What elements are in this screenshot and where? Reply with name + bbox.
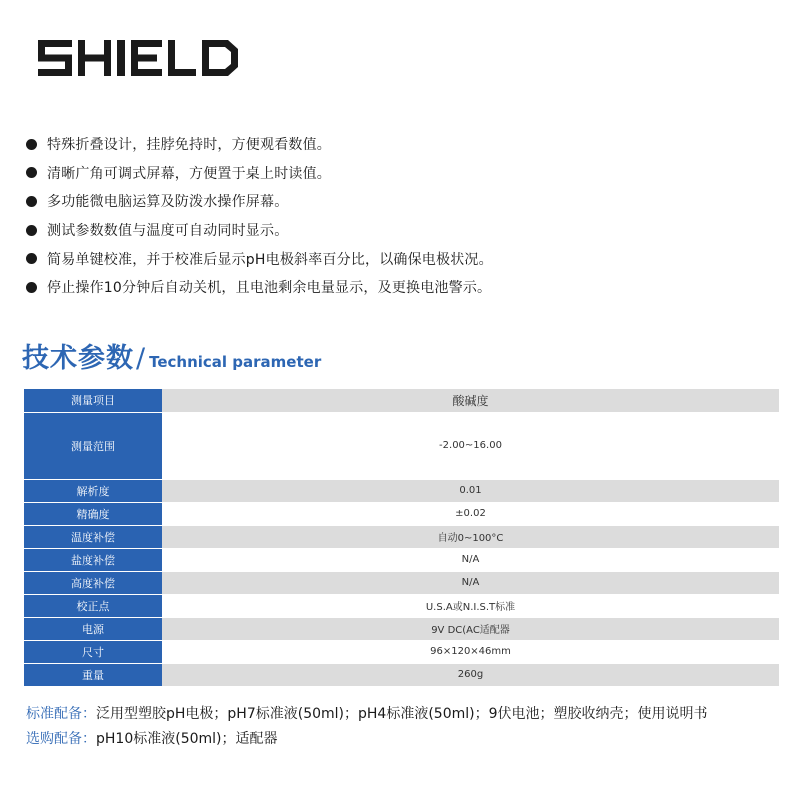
spec-table bbox=[24, 389, 779, 687]
spec-label: 校正点 bbox=[24, 594, 162, 617]
list-item bbox=[26, 244, 493, 273]
section-title-separator: / bbox=[136, 343, 146, 374]
spec-label: 重量 bbox=[24, 663, 162, 686]
table-row bbox=[24, 479, 779, 502]
section-title bbox=[22, 336, 321, 375]
spec-value: 260g bbox=[162, 663, 779, 686]
list-item bbox=[26, 273, 493, 302]
table-row bbox=[24, 502, 779, 525]
feature-text: 多功能微电脑运算及防泼水操作屏幕。 bbox=[47, 194, 289, 211]
bullet-icon bbox=[26, 139, 37, 150]
spec-value: 96×120×46mm bbox=[162, 640, 779, 663]
feature-text: 停止操作10分钟后自动关机，且电池剩余电量显示，及更换电池警示。 bbox=[47, 280, 492, 297]
optional-items: pH10标准液(50ml)；适配器 bbox=[96, 730, 278, 747]
table-row bbox=[24, 617, 779, 640]
spec-label: 高度补偿 bbox=[24, 571, 162, 594]
bullet-icon bbox=[26, 282, 37, 293]
bullet-icon bbox=[26, 253, 37, 264]
list-item bbox=[26, 187, 493, 216]
table-row bbox=[24, 663, 779, 686]
spec-label: 测量项目 bbox=[24, 389, 162, 412]
table-row bbox=[24, 548, 779, 571]
standard-label: 标准配备： bbox=[26, 706, 96, 722]
bullet-icon bbox=[26, 196, 37, 207]
feature-text: 清晰广角可调式屏幕，方便置于桌上时读值。 bbox=[47, 165, 331, 182]
feature-list bbox=[26, 130, 493, 302]
feature-text: 简易单键校准，并于校准后显示pH电极斜率百分比，以确保电极状况。 bbox=[47, 251, 493, 268]
spec-value: N/A bbox=[162, 548, 779, 571]
table-row bbox=[24, 389, 779, 412]
optional-label: 选购配备： bbox=[26, 730, 96, 747]
spec-label: 盐度补偿 bbox=[24, 548, 162, 571]
spec-label: 温度补偿 bbox=[24, 525, 162, 548]
feature-text: 测试参数数值与温度可自动同时显示。 bbox=[47, 223, 289, 240]
spec-label: 精确度 bbox=[24, 502, 162, 525]
table-row bbox=[24, 594, 779, 617]
section-title-en: Technical parameter bbox=[149, 353, 322, 371]
list-item bbox=[26, 130, 493, 159]
spec-value: 自动0~100°C bbox=[162, 525, 779, 548]
feature-text: 特殊折叠设计，挂脖免持时，方便观看数值。 bbox=[47, 137, 331, 154]
shield-logo bbox=[38, 40, 238, 76]
section-title-cn: 技术参数 bbox=[22, 343, 134, 374]
spec-value: U.S.A或N.I.S.T标准 bbox=[162, 594, 779, 617]
spec-value: ±0.02 bbox=[162, 502, 779, 525]
table-row bbox=[24, 525, 779, 548]
spec-label: 解析度 bbox=[24, 479, 162, 502]
table-row bbox=[24, 571, 779, 594]
table-row bbox=[24, 640, 779, 663]
optional-accessories bbox=[26, 727, 708, 752]
spec-value: 酸碱度 bbox=[162, 389, 779, 412]
accessories bbox=[26, 702, 708, 751]
spec-label: 电源 bbox=[24, 617, 162, 640]
spec-value: 0.01 bbox=[162, 479, 779, 502]
standard-items: 泛用型塑胶pH电极；pH7标准液(50ml)；pH4标准液(50ml)；9伏电池；塑胶收纳壳；使用说明书 bbox=[96, 706, 708, 722]
spec-value: -2.00~16.00 bbox=[162, 412, 779, 479]
list-item bbox=[26, 216, 493, 245]
spec-value: N/A bbox=[162, 571, 779, 594]
bullet-icon bbox=[26, 167, 37, 178]
list-item bbox=[26, 159, 493, 188]
table-row bbox=[24, 412, 779, 479]
spec-label: 测量范围 bbox=[24, 412, 162, 479]
bullet-icon bbox=[26, 225, 37, 236]
spec-value: 9V DC(AC适配器 bbox=[162, 617, 779, 640]
standard-accessories bbox=[26, 702, 708, 727]
spec-label: 尺寸 bbox=[24, 640, 162, 663]
